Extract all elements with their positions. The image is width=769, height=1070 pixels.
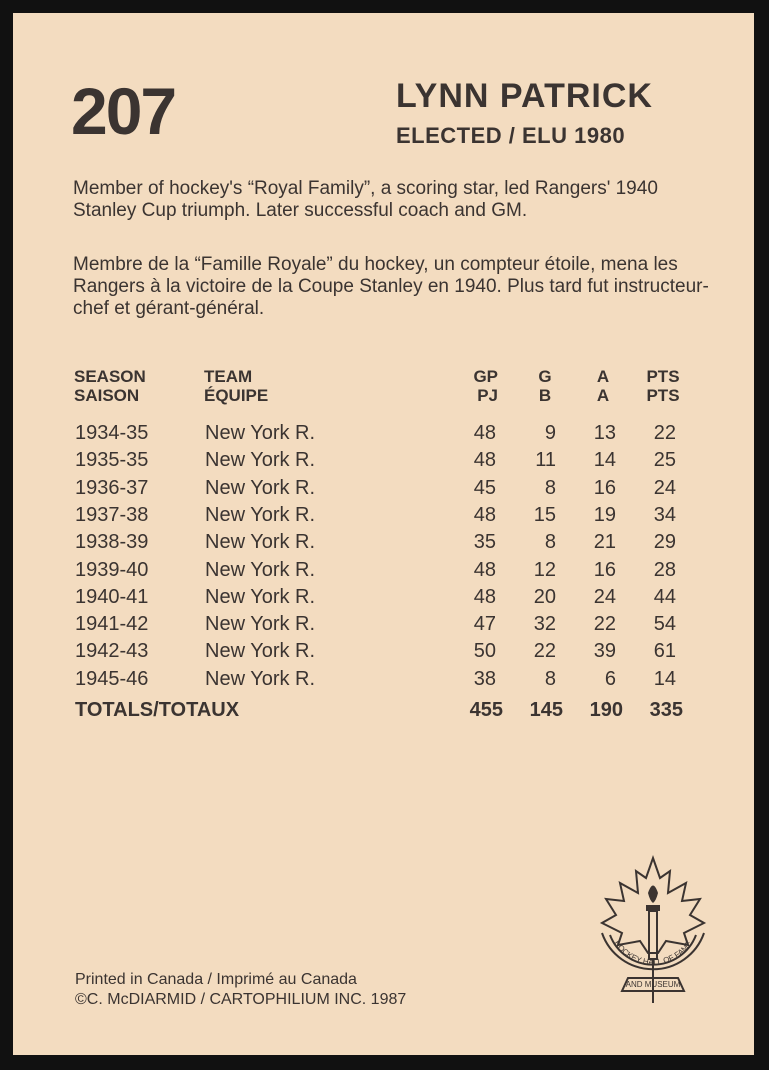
header-a: A A xyxy=(596,367,610,405)
cell-pts: 44 xyxy=(653,586,676,608)
cell-pts: 24 xyxy=(653,477,676,499)
cell-season: 1945-46 xyxy=(75,668,149,690)
cell-gp: 38 xyxy=(473,668,496,690)
cell-g: 8 xyxy=(544,477,556,499)
cell-g: 12 xyxy=(533,559,556,581)
cell-team: New York R. xyxy=(205,531,316,553)
cell-team: New York R. xyxy=(205,422,316,444)
cell-team: New York R. xyxy=(205,504,316,526)
header-gp: GP PJ xyxy=(473,367,498,405)
cell-gp: 50 xyxy=(473,640,496,662)
cell-pts: 14 xyxy=(653,668,676,690)
header-g: G B xyxy=(538,367,552,405)
cell-gp: 48 xyxy=(473,559,496,581)
header-season: SEASON SAISON xyxy=(74,367,146,405)
totals-pts: 335 xyxy=(649,699,683,721)
cell-g: 20 xyxy=(533,586,556,608)
card-number: 207 xyxy=(71,74,176,148)
cell-season: 1934-35 xyxy=(75,422,149,444)
bio-english: Member of hockey's “Royal Family”, a scoring star, led Rangers' 1940 Stanley Cup triumph. Later successful coach and GM. xyxy=(73,178,658,221)
cell-a: 19 xyxy=(593,504,616,526)
cell-season: 1937-38 xyxy=(75,504,149,526)
cell-a: 21 xyxy=(593,531,616,553)
elected-year: ELECTED / ELU 1980 xyxy=(396,123,626,148)
cell-gp: 48 xyxy=(473,586,496,608)
cell-a: 13 xyxy=(593,422,616,444)
cell-a: 39 xyxy=(593,640,616,662)
cell-team: New York R. xyxy=(205,559,316,581)
svg-text:AND MUSEUM: AND MUSEUM xyxy=(625,980,681,989)
cell-a: 14 xyxy=(593,449,616,471)
printed-in-canada: Printed in Canada / Imprimé au Canada xyxy=(75,971,357,988)
cell-gp: 35 xyxy=(473,531,496,553)
totals-g: 145 xyxy=(529,699,563,721)
cell-team: New York R. xyxy=(205,477,316,499)
copyright-line: ©C. McDIARMID / CARTOPHILIUM INC. 1987 xyxy=(75,991,407,1008)
cell-a: 16 xyxy=(593,559,616,581)
cell-g: 11 xyxy=(535,449,556,471)
cell-a: 16 xyxy=(593,477,616,499)
cell-g: 9 xyxy=(544,422,556,444)
cell-a: 22 xyxy=(593,613,616,635)
header-team: TEAM ÉQUIPE xyxy=(204,367,269,405)
cell-g: 15 xyxy=(533,504,556,526)
cell-team: New York R. xyxy=(205,668,316,690)
player-name: LYNN PATRICK xyxy=(396,77,653,115)
cell-team: New York R. xyxy=(205,613,316,635)
cell-a: 6 xyxy=(604,668,616,690)
cell-g: 22 xyxy=(533,640,556,662)
cell-pts: 22 xyxy=(653,422,676,444)
cell-pts: 29 xyxy=(653,531,676,553)
cell-pts: 25 xyxy=(653,449,676,471)
cell-season: 1940-41 xyxy=(75,586,149,608)
cell-team: New York R. xyxy=(205,640,316,662)
cell-team: New York R. xyxy=(205,449,316,471)
cell-season: 1941-42 xyxy=(75,613,149,635)
cell-pts: 28 xyxy=(653,559,676,581)
cell-gp: 48 xyxy=(473,449,496,471)
cell-team: New York R. xyxy=(205,586,316,608)
cell-gp: 48 xyxy=(473,504,496,526)
cell-g: 8 xyxy=(544,531,556,553)
cell-g: 8 xyxy=(544,668,556,690)
svg-text:HOCKEY HALL OF FAME: HOCKEY HALL OF FAME xyxy=(612,938,694,967)
trading-card-back xyxy=(13,13,754,1055)
cell-season: 1942-43 xyxy=(75,640,149,662)
cell-gp: 48 xyxy=(473,422,496,444)
cell-gp: 47 xyxy=(473,613,496,635)
cell-a: 24 xyxy=(593,586,616,608)
cell-season: 1938-39 xyxy=(75,531,149,553)
cell-season: 1936-37 xyxy=(75,477,149,499)
cell-pts: 34 xyxy=(653,504,676,526)
cell-season: 1935-35 xyxy=(75,449,149,471)
hockey-hall-of-fame-emblem-icon xyxy=(588,853,718,1013)
bio-french: Membre de la “Famille Royale” du hockey, un compteur étoile, mena les Rangers à la victoire de la Coupe Stanley en 1940. Plus tard fut instructeur-chef et gérant-général. xyxy=(73,254,709,319)
cell-season: 1939-40 xyxy=(75,559,149,581)
totals-label: TOTALS/TOTAUX xyxy=(75,699,240,721)
cell-pts: 61 xyxy=(653,640,676,662)
header-pts: PTS PTS xyxy=(646,367,680,405)
cell-g: 32 xyxy=(533,613,556,635)
cell-gp: 45 xyxy=(473,477,496,499)
totals-a: 190 xyxy=(589,699,623,721)
totals-gp: 455 xyxy=(469,699,503,721)
cell-pts: 54 xyxy=(653,613,676,635)
